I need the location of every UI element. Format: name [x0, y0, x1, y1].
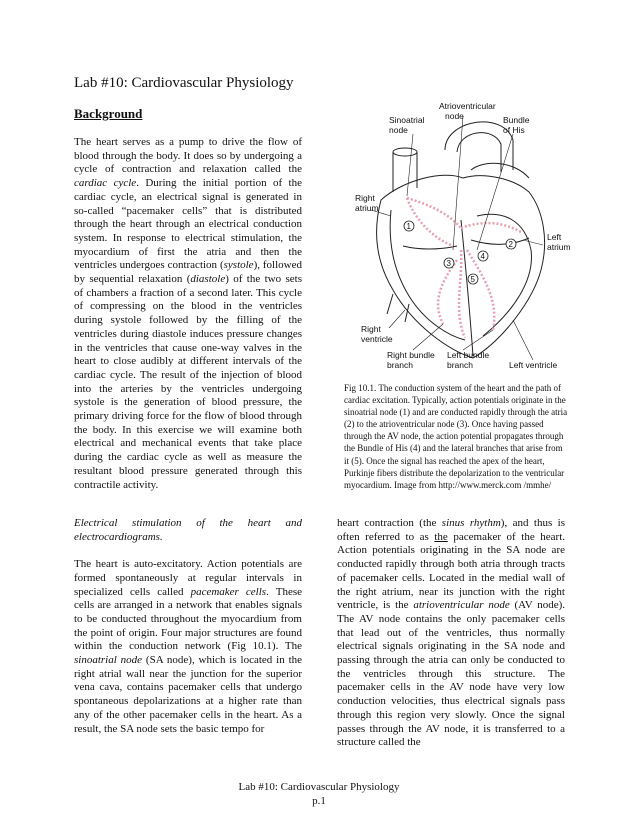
page-footer	[0, 780, 638, 808]
italic-term: pacemaker cells	[190, 585, 267, 598]
footer-title: Lab #10: Cardiovascular Physiology	[238, 781, 400, 793]
italic-term: diastole	[190, 273, 226, 286]
text-run: (SA node), which is located in the right atrial wall near the junction for the superior vena cava, contains pacemaker cells that undergo spontaneous depolarizations at a higher rate than any of the other pacemaker cells in the heart. As a result, the SA node sets the basic tempo for	[74, 654, 303, 735]
italic-term: sinus rhythm	[441, 517, 501, 529]
av-node-label-1: Atrioventricular	[439, 101, 496, 111]
page-title: Lab #10: Cardiovascular Physiology	[74, 75, 294, 91]
text-run: ), and thus is often referred to as	[337, 517, 565, 543]
marker-1: 1	[406, 222, 411, 231]
marker-4: 4	[480, 252, 485, 261]
text-run: heart contraction (the	[337, 517, 442, 529]
marker-2: 2	[508, 240, 513, 249]
right-bundle-branch-label-2: branch	[387, 360, 413, 370]
right-atrium-label-1: Right	[355, 193, 375, 203]
background-heading: Background	[74, 106, 143, 121]
background-paragraph	[74, 136, 302, 492]
text-run: (AV node). The AV node contains the only pacemaker cells that lead out of the ventricles, thus normally electrical signals originating in the SA node and passing through the atria can only be conducted to the ventricles through this structure. The pacemaker cells in the AV node have very low conduction velocities, thus electrical signals pass through this region very slowly. Once the signal passes through the AV node, it is transferred to a structure called the	[337, 599, 565, 749]
electrical-section-column	[74, 517, 302, 736]
text-run: ), followed by sequential relaxation (	[74, 259, 302, 286]
text-run: ) of the two sets of chambers a fraction of a second later. This cycle of compressing on the blood in the ventricles during systole followed by the filling of the ventricles during diastole induces pressure changes in the ventricles that cause one-way valves in the heart to close audibly at different intervals of the cardiac cycle. The result of the injection of blood into the arteries by the ventricles undergoing systole is the generation of blood pressure, the primary driving force for the flow of blood through the body. In this exercise we will examine both electrical and mechanical events that take place during the cardiac cycle as well as measure the resultant blood pressure generated through this contractile activity.	[74, 273, 302, 491]
left-atrium-label-1: Left	[547, 232, 562, 242]
left-ventricle-label: Left ventricle	[509, 360, 558, 370]
text-run: The heart serves as a pump to drive the flow of blood through the body. It does so by undergoing a cycle of contraction and relaxation called the	[74, 136, 302, 176]
right-atrium-label-2: atrium	[355, 203, 379, 213]
right-text-column	[337, 517, 565, 750]
text-run: . These cells are arranged in a network that enables signals to be conducted throughout the myocardium from the point of origin. Four major structures are found within the conduction network (Fig 10.1). The	[74, 585, 302, 653]
italic-term: cardiac cycle	[74, 177, 137, 190]
italic-term: atrioventricular node	[413, 599, 510, 612]
sa-node-label-1: Sinoatrial	[389, 115, 425, 125]
av-node-label-2: node	[445, 111, 464, 121]
marker-3: 3	[446, 259, 451, 268]
figure-caption: Fig 10.1. The conduction system of the heart and the path of cardiac excitation. Typically, action potentials originate in the sinoatrial node (1) and are conducted rapidly through the atria (2) to the atrioventricular node (3). Once having passed through the AV node, the action potential propagates through the Bundle of His (4) and the lateral branches that arise from it (5). Once the signal has reached the apex of the heart, Purkinje fibers distribute the depolarization to the ventricular myocardium. Image from http://www.merck.com /mmhe/	[344, 383, 568, 490]
background-text-column	[74, 136, 302, 492]
left-bundle-branch-label-1: Left bundle	[447, 350, 490, 360]
right-ventricle-label-1: Right	[361, 324, 381, 334]
sa-node-label-2: node	[389, 125, 408, 135]
auto-excitatory-paragraph	[74, 558, 302, 736]
underlined-term: the	[434, 530, 448, 543]
electrical-subheading: Electrical stimulation of the heart and electrocardiograms.	[74, 517, 302, 543]
heart-conduction-figure	[353, 100, 585, 378]
marker-5: 5	[470, 275, 475, 284]
left-atrium-label-2: atrium	[547, 242, 571, 252]
bundle-label-2: of His	[503, 125, 525, 135]
text-run: The heart is auto-excitatory. Action potentials are formed spontaneously at regular intervals in specialized cells called	[74, 558, 302, 598]
text-run: . During the initial portion of the cardiac cycle, an electrical signal is generated in so-called “pacemaker cells” that is distributed through the heart through an electrical conduction system. In response to electrical stimulation, the myocardium of first the atria and then the ventricles undergoes contraction (	[74, 177, 302, 272]
left-bundle-branch-label-2: branch	[447, 360, 473, 370]
italic-term: systole	[223, 259, 254, 272]
right-ventricle-label-2: ventricle	[361, 334, 393, 344]
sa-node-paragraph-continued	[337, 517, 565, 750]
page-number: p.1	[312, 795, 326, 807]
text-run: pacemaker of the heart. Action potentials originating in the SA node are conducted rapidly through both atria through tracts of pacemaker cells. Located in the medial wall of the right atrium, near its junction with the right ventricle, is the	[337, 530, 566, 612]
figure-leader-lines	[371, 116, 543, 360]
italic-term: sinoatrial node	[74, 654, 143, 667]
right-bundle-branch-label-1: Right bundle	[387, 350, 435, 360]
bundle-label-1: Bundle	[503, 115, 530, 125]
